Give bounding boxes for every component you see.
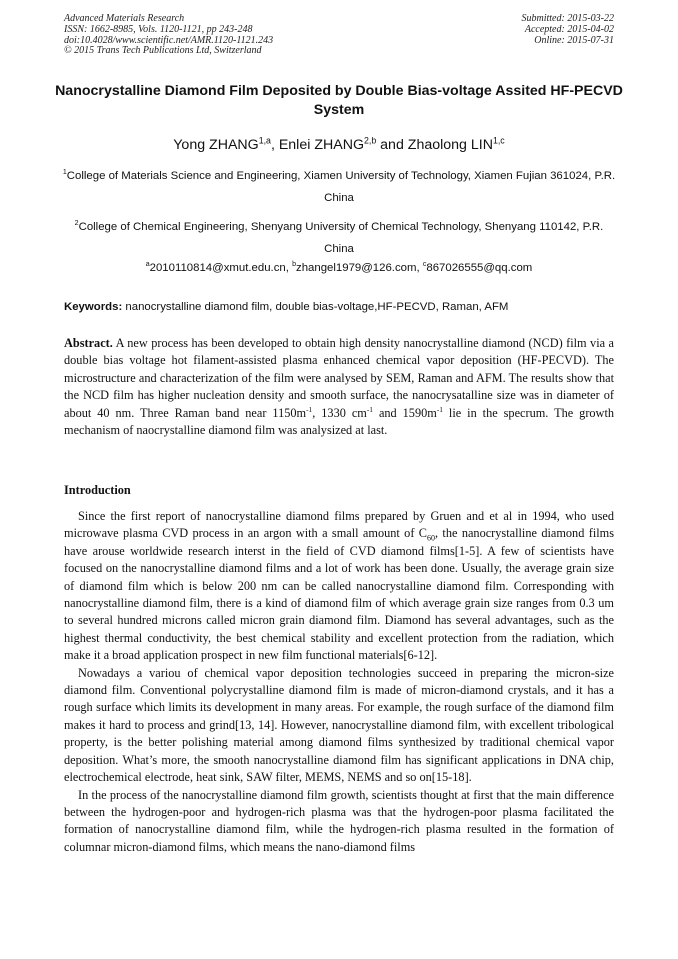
keywords	[64, 298, 614, 316]
affiliation-2	[62, 216, 616, 260]
paragraph-text: , the nanocrystalline diamond films have arouse worldwide research interst in the field of CVD diamond films[1-5]. A few of scientists have focused on the nanocrystalline diamond films and a lot of work has been done. Usually, the average grain size of diamond film which is below 200 nm can be called nanocrystalline diamond film. Corresponding with nanocrystalline diamond film, there is a kind of diamond film of which average grain size ranges from 0.3 um to several hundred microns called micron grain diamond film. Diamond has several advantages, such as the highest thermal conductivity, the best chemical stability and excellent protection from the radiation, which make it a broad application prospect in new film functional materials[6-12].	[64, 526, 614, 663]
author-superscript: 2,b	[363, 135, 377, 146]
accepted-date: Accepted: 2015-04-02	[524, 23, 614, 35]
paragraph: Nowadays a variou of chemical vapor deposition technologies succeed in preparing the micron-size diamond film. Conventional polycrystalline diamond film is made of micron-diamond crystals, and it has a rough surface which limits its development in many areas. For example, the rough surface of the diamond film makes it hard to process and grind[13, 14]. However, nanocrystalline diamond film, with excellent tribological property, is the better polishing material among diamond films synthesized by traditional chemical vapor deposition. What’s more, the smooth nanocrystalline diamond film has significant applications in DNA chip, electrochemical electrode, heat sink, SAW filter, MEMS, NEMS and so on[15-18].	[64, 665, 614, 785]
author-list	[40, 136, 638, 154]
publication-dates	[522, 14, 615, 46]
affiliation-text: College of Chemical Engineering, Shenyang University of Chemical Technology, Shenyang 110142, P.R. China	[78, 221, 604, 255]
paragraph-text: Since the first report of nanocrystalline diamond films prepared by Gruen and et al in 1994, who used microwave plasma CVD process in an argon with a small amount of C	[64, 509, 614, 541]
abstract-superscript: -1	[436, 404, 443, 414]
author-separator: ,	[270, 137, 279, 153]
subscript: 60	[427, 533, 435, 543]
email-marker: b	[292, 261, 296, 269]
author-separator: and	[376, 137, 408, 153]
abstract-label: Abstract.	[64, 336, 113, 350]
email-marker: c	[422, 261, 427, 269]
keywords-text: nanocrystalline diamond film, double bias-voltage,HF-PECVD, Raman, AFM	[122, 301, 509, 313]
email-marker: a	[145, 261, 150, 269]
abstract-superscript: -1	[366, 404, 373, 414]
email-address: 2010110814@xmut.edu.cn,	[149, 262, 293, 274]
affiliation-marker: 1	[62, 169, 67, 177]
doi-line: doi:10.4028/www.scientific.net/AMR.1120-1121.243	[64, 34, 274, 46]
abstract-superscript: -1	[306, 404, 313, 414]
submitted-date: Submitted: 2015-03-22	[521, 13, 614, 24]
affiliation-text: College of Materials Science and Engineering, Xiamen University of Technology, Xiamen Fujian 361024, P.R. China	[66, 170, 616, 204]
email-address: 867026555@qq.com	[426, 262, 533, 274]
author-name: Enlei ZHANG	[278, 137, 364, 153]
author-superscript: 1,a	[258, 135, 271, 146]
online-date: Online: 2015-07-31	[534, 34, 614, 46]
copyright-line: © 2015 Trans Tech Publications Ltd, Switzerland	[64, 45, 262, 57]
paper-title: Nanocrystalline Diamond Film Deposited by Double Bias-voltage Assited HF-PECVD System	[55, 83, 623, 118]
abstract-text: and 1590m	[373, 405, 437, 420]
abstract-text: , 1330 cm	[312, 405, 367, 420]
author-name: Yong ZHANG	[173, 137, 259, 153]
issn-line: ISSN: 1662-8985, Vols. 1120-1121, pp 243-248	[64, 23, 253, 35]
section-heading-introduction: Introduction	[64, 483, 131, 497]
introduction-body	[64, 508, 614, 856]
email-list	[62, 258, 616, 278]
affiliation-1	[62, 165, 616, 209]
author-superscript: 1,c	[492, 135, 505, 146]
paragraph	[64, 508, 614, 665]
email-address: zhangel1979@126.com,	[296, 262, 423, 274]
journal-info	[64, 14, 273, 57]
journal-name: Advanced Materials Research	[64, 13, 185, 24]
abstract-text: A new process has been developed to obtain high density nanocrystalline diamond (NCD) film via a double bias voltage hot filament-assisted plasma enhanced chemical vapor deposition (HF-PECVD). The microstructure and characterization of the film were analysed by SEM, Raman and AFM. The results show that the NCD film has higher nucleation density and smooth surface, the nanocrysatalline size was in diameter of about 40 nm. Three Raman band near 1150m	[64, 336, 614, 420]
affiliation-marker: 2	[74, 220, 79, 228]
keywords-label: Keywords:	[64, 301, 123, 313]
abstract	[64, 335, 614, 439]
abstract-text: lie in the specrum. The growth mechanism of naocrystalline diamond film was analysized at last.	[64, 405, 615, 438]
author-name: Zhaolong LIN	[407, 137, 493, 153]
paragraph: In the process of the nanocrystalline diamond film growth, scientists thought at first that the main difference between the hydrogen-poor and hydrogen-rich plasma was that the hydrogen-poor plasma facilitated the formation of nanocrystalline diamond film, while the hydrogen-rich plasma resulted in the formation of columnar micron-diamond films, which means the nano-diamond films	[64, 787, 614, 854]
